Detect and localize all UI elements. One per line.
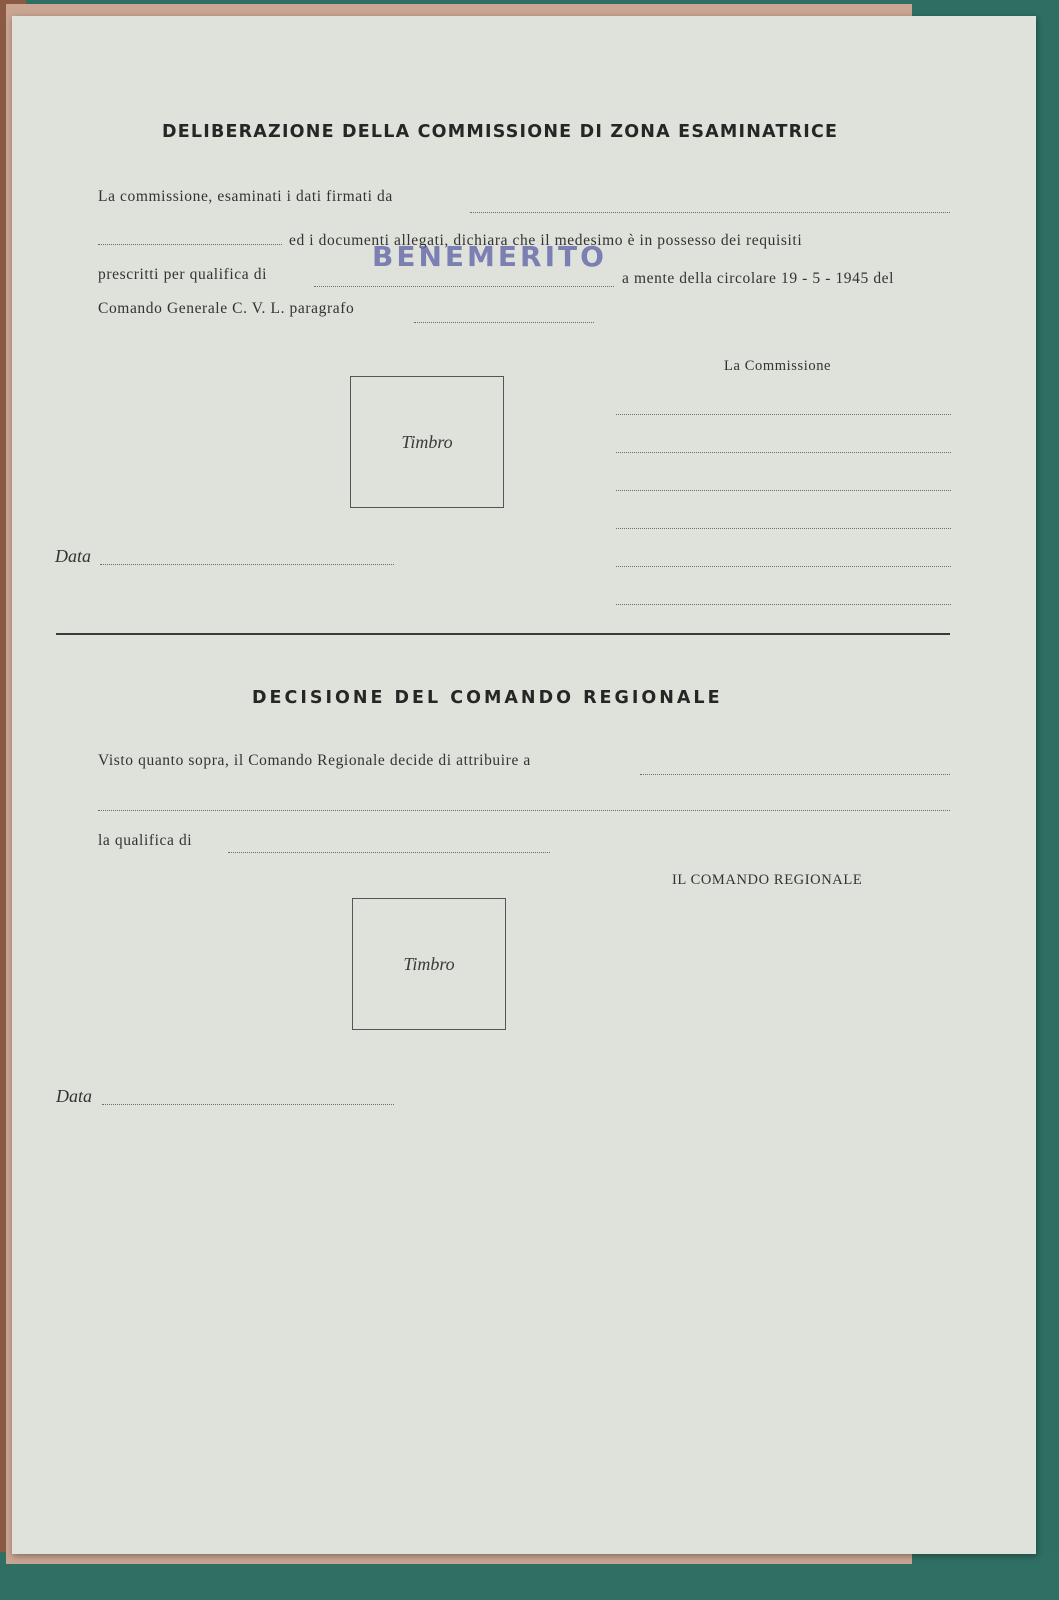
commission-signature-4[interactable] [616, 528, 951, 529]
section2-line2: la qualifica di [98, 832, 193, 849]
section1-line3b: a mente della circolare 19 - 5 - 1945 del [622, 270, 895, 287]
date-field-2[interactable] [102, 1104, 394, 1105]
date-label-1: Data [55, 546, 91, 566]
nominee-field[interactable] [98, 244, 282, 245]
commission-signature-3[interactable] [616, 490, 951, 491]
stamp-box-1 [350, 376, 504, 508]
paragrafo-field[interactable] [414, 322, 594, 323]
section1-title: DELIBERAZIONE DELLA COMMISSIONE DI ZONA ESAMINATRICE [162, 122, 839, 142]
section1-line1: La commissione, esaminati i dati firmati da [98, 188, 393, 205]
date-label-2: Data [56, 1086, 92, 1106]
stamp-label-1: Timbro [401, 432, 453, 452]
commission-signature-6[interactable] [616, 604, 951, 605]
section2-title: DECISIONE DEL COMANDO REGIONALE [252, 688, 723, 708]
commission-signature-1[interactable] [616, 414, 951, 415]
commission-label: La Commissione [724, 358, 832, 374]
commission-signature-5[interactable] [616, 566, 951, 567]
stamp-label-2: Timbro [403, 954, 455, 974]
qualifica-field-2[interactable] [228, 852, 550, 853]
section1-line2: ed i documenti allegati, dichiara che il medesimo è in possesso dei requisiti [289, 232, 803, 249]
section2-line1: Visto quanto sopra, il Comando Regionale decide di attribuire a [98, 752, 531, 769]
commission-signature-2[interactable] [616, 452, 951, 453]
date-field-1[interactable] [100, 564, 394, 565]
section1-line4: Comando Generale C. V. L. paragrafo [98, 300, 355, 317]
benemerito-stamp: BENEMERITO [372, 240, 607, 273]
recipient-field-continued[interactable] [98, 810, 950, 811]
recipient-field[interactable] [640, 774, 950, 775]
section1-line3a: prescritti per qualifica di [98, 266, 267, 283]
committente-field[interactable] [470, 212, 950, 213]
section-divider [56, 633, 950, 635]
qualifica-field[interactable] [314, 286, 614, 287]
command-label: IL COMANDO REGIONALE [672, 872, 863, 888]
form-page [12, 16, 1036, 1554]
stamp-box-2 [352, 898, 506, 1030]
